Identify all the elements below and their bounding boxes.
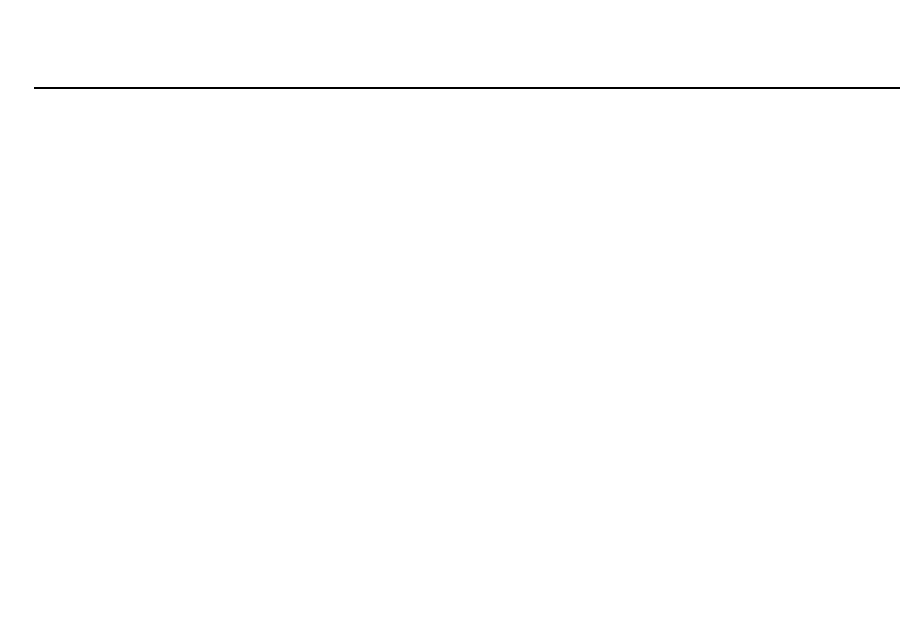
column-header <box>590 88 666 89</box>
column-header <box>35 88 222 89</box>
column-header <box>495 88 590 89</box>
column-header <box>825 88 900 89</box>
column-header <box>307 88 393 89</box>
column-header <box>749 88 825 89</box>
column-header <box>222 88 307 89</box>
table-header-row <box>35 88 900 89</box>
facility-table <box>34 87 900 89</box>
column-header <box>666 88 749 89</box>
column-header <box>393 88 495 89</box>
